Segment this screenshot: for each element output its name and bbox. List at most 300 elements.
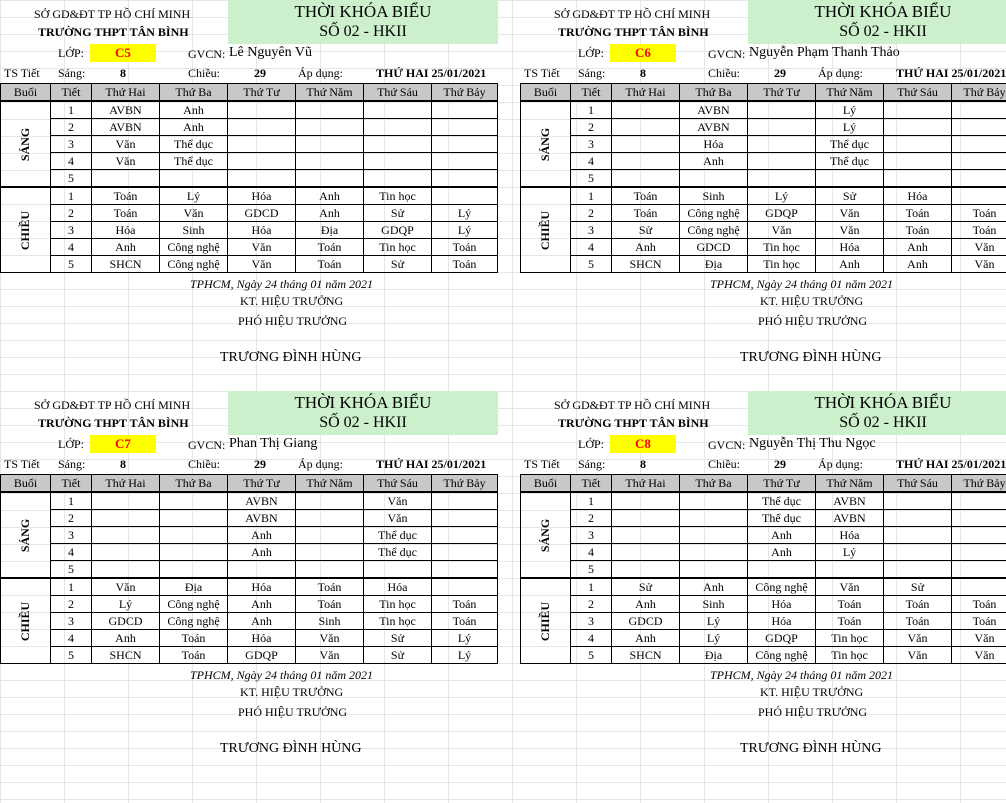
morning-count-value[interactable]: 8 — [640, 66, 646, 80]
subject-cell[interactable]: Hóa — [228, 222, 296, 239]
subject-cell[interactable]: Văn — [364, 492, 432, 510]
subject-cell[interactable]: AVBN — [92, 101, 160, 119]
period-number-cell[interactable]: 2 — [571, 596, 612, 613]
period-number-cell[interactable]: 2 — [51, 205, 92, 222]
subject-cell[interactable]: Lý — [92, 596, 160, 613]
subject-cell[interactable]: Toán — [432, 239, 498, 256]
subject-cell[interactable]: Lý — [816, 101, 884, 119]
subject-cell[interactable]: Văn — [296, 630, 364, 647]
subject-cell[interactable]: GDCD — [680, 239, 748, 256]
subject-cell[interactable] — [432, 119, 498, 136]
subject-cell[interactable] — [296, 492, 364, 510]
subject-cell[interactable]: Thể dục — [816, 136, 884, 153]
subject-cell[interactable]: Toán — [612, 205, 680, 222]
subject-cell[interactable]: Anh — [680, 578, 748, 596]
subject-cell[interactable] — [160, 561, 228, 579]
subject-cell[interactable] — [160, 170, 228, 188]
period-number-cell[interactable]: 1 — [51, 187, 92, 205]
subject-cell[interactable]: Lý — [816, 544, 884, 561]
period-number-cell[interactable]: 5 — [571, 170, 612, 188]
subject-cell[interactable]: Hóa — [680, 136, 748, 153]
afternoon-count-value[interactable]: 29 — [774, 66, 786, 80]
period-number-cell[interactable]: 4 — [51, 239, 92, 256]
subject-cell[interactable]: Toán — [432, 256, 498, 273]
subject-cell[interactable] — [612, 101, 680, 119]
subject-cell[interactable]: Lý — [748, 187, 816, 205]
subject-cell[interactable]: Anh — [612, 239, 680, 256]
subject-cell[interactable]: Địa — [296, 222, 364, 239]
subject-cell[interactable] — [884, 101, 952, 119]
subject-cell[interactable] — [884, 544, 952, 561]
subject-cell[interactable]: Anh — [748, 544, 816, 561]
apply-date-value[interactable]: THỨ HAI 25/01/2021 — [376, 457, 487, 471]
subject-cell[interactable]: Anh — [92, 630, 160, 647]
subject-cell[interactable] — [92, 527, 160, 544]
subject-cell[interactable] — [680, 492, 748, 510]
subject-cell[interactable]: SHCN — [612, 256, 680, 273]
period-number-cell[interactable]: 1 — [51, 578, 92, 596]
subject-cell[interactable] — [92, 561, 160, 579]
subject-cell[interactable]: Anh — [228, 544, 296, 561]
subject-cell[interactable] — [432, 578, 498, 596]
subject-cell[interactable] — [228, 101, 296, 119]
subject-cell[interactable] — [296, 153, 364, 170]
subject-cell[interactable]: Hóa — [228, 630, 296, 647]
subject-cell[interactable] — [884, 561, 952, 579]
subject-cell[interactable] — [296, 170, 364, 188]
subject-cell[interactable]: Văn — [952, 630, 1006, 647]
subject-cell[interactable]: AVBN — [228, 510, 296, 527]
subject-cell[interactable]: Thể dục — [816, 153, 884, 170]
subject-cell[interactable]: Sinh — [160, 222, 228, 239]
subject-cell[interactable] — [952, 119, 1006, 136]
subject-cell[interactable]: AVBN — [680, 101, 748, 119]
subject-cell[interactable] — [952, 510, 1006, 527]
subject-cell[interactable]: Anh — [680, 153, 748, 170]
subject-cell[interactable] — [364, 101, 432, 119]
subject-cell[interactable]: Sử — [364, 256, 432, 273]
period-number-cell[interactable]: 2 — [571, 119, 612, 136]
subject-cell[interactable]: Toán — [92, 187, 160, 205]
subject-cell[interactable] — [296, 119, 364, 136]
subject-cell[interactable] — [432, 170, 498, 188]
subject-cell[interactable]: Công nghệ — [748, 647, 816, 664]
subject-cell[interactable]: GDQP — [364, 222, 432, 239]
subject-cell[interactable] — [884, 153, 952, 170]
subject-cell[interactable]: Toán — [884, 596, 952, 613]
subject-cell[interactable]: Anh — [884, 256, 952, 273]
subject-cell[interactable] — [432, 527, 498, 544]
subject-cell[interactable] — [884, 510, 952, 527]
subject-cell[interactable]: Tin học — [748, 239, 816, 256]
period-number-cell[interactable]: 5 — [51, 647, 92, 664]
period-number-cell[interactable]: 2 — [571, 205, 612, 222]
subject-cell[interactable]: AVBN — [680, 119, 748, 136]
subject-cell[interactable]: SHCN — [612, 647, 680, 664]
subject-cell[interactable] — [952, 561, 1006, 579]
subject-cell[interactable] — [92, 510, 160, 527]
subject-cell[interactable] — [92, 492, 160, 510]
period-number-cell[interactable]: 4 — [571, 544, 612, 561]
subject-cell[interactable] — [432, 101, 498, 119]
subject-cell[interactable]: Anh — [296, 187, 364, 205]
subject-cell[interactable]: Sử — [612, 578, 680, 596]
subject-cell[interactable] — [748, 153, 816, 170]
subject-cell[interactable] — [952, 492, 1006, 510]
subject-cell[interactable] — [680, 527, 748, 544]
period-number-cell[interactable]: 1 — [51, 101, 92, 119]
subject-cell[interactable]: Lý — [680, 630, 748, 647]
subject-cell[interactable] — [952, 527, 1006, 544]
period-number-cell[interactable]: 5 — [51, 170, 92, 188]
subject-cell[interactable] — [952, 153, 1006, 170]
subject-cell[interactable]: Toán — [160, 647, 228, 664]
subject-cell[interactable]: Hóa — [364, 578, 432, 596]
subject-cell[interactable] — [296, 561, 364, 579]
subject-cell[interactable] — [680, 170, 748, 188]
subject-cell[interactable]: Sử — [364, 647, 432, 664]
subject-cell[interactable]: AVBN — [92, 119, 160, 136]
subject-cell[interactable] — [92, 544, 160, 561]
subject-cell[interactable]: Văn — [228, 239, 296, 256]
subject-cell[interactable]: Văn — [92, 153, 160, 170]
period-number-cell[interactable]: 1 — [571, 492, 612, 510]
subject-cell[interactable]: Hóa — [748, 596, 816, 613]
subject-cell[interactable]: Công nghệ — [160, 239, 228, 256]
period-number-cell[interactable]: 1 — [51, 492, 92, 510]
subject-cell[interactable] — [92, 170, 160, 188]
subject-cell[interactable]: Công nghệ — [680, 222, 748, 239]
subject-cell[interactable]: Công nghệ — [748, 578, 816, 596]
afternoon-count-value[interactable]: 29 — [254, 66, 266, 80]
period-number-cell[interactable]: 2 — [51, 119, 92, 136]
subject-cell[interactable]: Toán — [952, 596, 1006, 613]
class-name-cell[interactable]: C8 — [610, 435, 676, 453]
subject-cell[interactable]: Anh — [92, 239, 160, 256]
subject-cell[interactable]: Công nghệ — [160, 256, 228, 273]
subject-cell[interactable]: Toán — [296, 256, 364, 273]
subject-cell[interactable]: Thể dục — [748, 510, 816, 527]
subject-cell[interactable]: Lý — [432, 222, 498, 239]
subject-cell[interactable]: Hóa — [884, 187, 952, 205]
subject-cell[interactable] — [228, 561, 296, 579]
subject-cell[interactable] — [160, 544, 228, 561]
subject-cell[interactable]: Tin học — [816, 647, 884, 664]
subject-cell[interactable]: Hóa — [228, 187, 296, 205]
subject-cell[interactable]: Toán — [432, 613, 498, 630]
subject-cell[interactable] — [952, 578, 1006, 596]
subject-cell[interactable] — [228, 170, 296, 188]
subject-cell[interactable]: Địa — [680, 256, 748, 273]
subject-cell[interactable] — [612, 561, 680, 579]
subject-cell[interactable]: Toán — [296, 239, 364, 256]
period-number-cell[interactable]: 1 — [571, 187, 612, 205]
subject-cell[interactable]: Văn — [884, 630, 952, 647]
teacher-name[interactable]: Nguyễn Phạm Thanh Thảo — [749, 45, 900, 60]
subject-cell[interactable] — [816, 561, 884, 579]
subject-cell[interactable]: GDCD — [228, 205, 296, 222]
subject-cell[interactable]: Lý — [680, 613, 748, 630]
subject-cell[interactable] — [296, 101, 364, 119]
subject-cell[interactable]: Anh — [816, 256, 884, 273]
subject-cell[interactable] — [228, 153, 296, 170]
subject-cell[interactable]: Sử — [884, 578, 952, 596]
subject-cell[interactable]: Toán — [884, 613, 952, 630]
subject-cell[interactable]: SHCN — [92, 256, 160, 273]
subject-cell[interactable]: Thể dục — [160, 153, 228, 170]
subject-cell[interactable]: Anh — [296, 205, 364, 222]
subject-cell[interactable] — [748, 561, 816, 579]
subject-cell[interactable] — [296, 544, 364, 561]
subject-cell[interactable] — [952, 187, 1006, 205]
subject-cell[interactable] — [432, 544, 498, 561]
afternoon-count-value[interactable]: 29 — [774, 457, 786, 471]
subject-cell[interactable]: Thể dục — [160, 136, 228, 153]
subject-cell[interactable] — [884, 136, 952, 153]
apply-date-value[interactable]: THỨ HAI 25/01/2021 — [896, 457, 1006, 471]
apply-date-value[interactable]: THỨ HAI 25/01/2021 — [376, 66, 487, 80]
subject-cell[interactable] — [748, 119, 816, 136]
subject-cell[interactable] — [228, 136, 296, 153]
subject-cell[interactable] — [884, 170, 952, 188]
subject-cell[interactable]: Hóa — [228, 578, 296, 596]
subject-cell[interactable]: Công nghệ — [160, 613, 228, 630]
subject-cell[interactable]: Toán — [296, 578, 364, 596]
subject-cell[interactable]: Toán — [884, 222, 952, 239]
subject-cell[interactable]: Văn — [884, 647, 952, 664]
subject-cell[interactable]: GDQP — [748, 205, 816, 222]
period-number-cell[interactable]: 5 — [51, 561, 92, 579]
subject-cell[interactable]: Lý — [432, 630, 498, 647]
subject-cell[interactable]: Văn — [364, 510, 432, 527]
subject-cell[interactable]: GDQP — [748, 630, 816, 647]
teacher-name[interactable]: Nguyễn Thị Thu Ngọc — [749, 436, 876, 451]
subject-cell[interactable]: Anh — [160, 101, 228, 119]
subject-cell[interactable] — [296, 527, 364, 544]
subject-cell[interactable]: GDQP — [228, 647, 296, 664]
subject-cell[interactable] — [160, 527, 228, 544]
subject-cell[interactable]: Sử — [816, 187, 884, 205]
subject-cell[interactable]: Anh — [884, 239, 952, 256]
subject-cell[interactable]: AVBN — [816, 510, 884, 527]
subject-cell[interactable]: Thể dục — [748, 492, 816, 510]
period-number-cell[interactable]: 5 — [51, 256, 92, 273]
class-name-cell[interactable]: C7 — [90, 435, 156, 453]
subject-cell[interactable]: Sinh — [680, 187, 748, 205]
subject-cell[interactable] — [612, 492, 680, 510]
subject-cell[interactable] — [432, 187, 498, 205]
subject-cell[interactable]: Anh — [228, 596, 296, 613]
subject-cell[interactable] — [612, 153, 680, 170]
subject-cell[interactable]: Tin học — [364, 613, 432, 630]
subject-cell[interactable] — [680, 510, 748, 527]
subject-cell[interactable]: Toán — [92, 205, 160, 222]
subject-cell[interactable]: Hóa — [748, 613, 816, 630]
subject-cell[interactable] — [748, 170, 816, 188]
subject-cell[interactable] — [364, 153, 432, 170]
subject-cell[interactable] — [612, 119, 680, 136]
subject-cell[interactable] — [680, 544, 748, 561]
subject-cell[interactable]: Thể dục — [364, 544, 432, 561]
subject-cell[interactable] — [748, 136, 816, 153]
subject-cell[interactable]: Sinh — [296, 613, 364, 630]
subject-cell[interactable] — [364, 136, 432, 153]
subject-cell[interactable]: Văn — [296, 647, 364, 664]
subject-cell[interactable]: Toán — [612, 187, 680, 205]
subject-cell[interactable] — [952, 136, 1006, 153]
morning-count-value[interactable]: 8 — [120, 457, 126, 471]
subject-cell[interactable] — [816, 170, 884, 188]
subject-cell[interactable]: Toán — [816, 596, 884, 613]
period-number-cell[interactable]: 2 — [51, 510, 92, 527]
subject-cell[interactable] — [364, 561, 432, 579]
period-number-cell[interactable]: 3 — [51, 613, 92, 630]
subject-cell[interactable] — [952, 544, 1006, 561]
subject-cell[interactable]: Anh — [612, 596, 680, 613]
subject-cell[interactable] — [680, 561, 748, 579]
subject-cell[interactable]: Hóa — [816, 527, 884, 544]
subject-cell[interactable]: Sử — [612, 222, 680, 239]
subject-cell[interactable] — [432, 561, 498, 579]
subject-cell[interactable]: Anh — [612, 630, 680, 647]
period-number-cell[interactable]: 3 — [571, 613, 612, 630]
period-number-cell[interactable]: 3 — [51, 222, 92, 239]
subject-cell[interactable] — [612, 136, 680, 153]
subject-cell[interactable]: Thể dục — [364, 527, 432, 544]
subject-cell[interactable]: Anh — [228, 613, 296, 630]
subject-cell[interactable] — [952, 101, 1006, 119]
subject-cell[interactable] — [612, 510, 680, 527]
subject-cell[interactable]: Toán — [952, 613, 1006, 630]
subject-cell[interactable]: Toán — [432, 596, 498, 613]
subject-cell[interactable]: Toán — [160, 630, 228, 647]
subject-cell[interactable]: Anh — [748, 527, 816, 544]
subject-cell[interactable]: Tin học — [364, 187, 432, 205]
subject-cell[interactable] — [228, 119, 296, 136]
subject-cell[interactable] — [432, 510, 498, 527]
period-number-cell[interactable]: 5 — [571, 256, 612, 273]
subject-cell[interactable]: Lý — [432, 205, 498, 222]
subject-cell[interactable] — [884, 492, 952, 510]
subject-cell[interactable] — [612, 170, 680, 188]
subject-cell[interactable]: Văn — [228, 256, 296, 273]
subject-cell[interactable]: AVBN — [816, 492, 884, 510]
subject-cell[interactable]: Văn — [92, 578, 160, 596]
subject-cell[interactable] — [160, 492, 228, 510]
afternoon-count-value[interactable]: 29 — [254, 457, 266, 471]
subject-cell[interactable]: Toán — [816, 613, 884, 630]
subject-cell[interactable]: Sử — [364, 205, 432, 222]
subject-cell[interactable]: Địa — [160, 578, 228, 596]
subject-cell[interactable]: Toán — [952, 205, 1006, 222]
subject-cell[interactable] — [432, 492, 498, 510]
subject-cell[interactable] — [364, 119, 432, 136]
period-number-cell[interactable]: 4 — [571, 239, 612, 256]
subject-cell[interactable]: Văn — [952, 256, 1006, 273]
subject-cell[interactable]: Toán — [884, 205, 952, 222]
subject-cell[interactable] — [296, 510, 364, 527]
subject-cell[interactable]: Tin học — [364, 596, 432, 613]
subject-cell[interactable] — [612, 544, 680, 561]
subject-cell[interactable] — [364, 170, 432, 188]
subject-cell[interactable]: GDCD — [612, 613, 680, 630]
period-number-cell[interactable]: 3 — [51, 136, 92, 153]
subject-cell[interactable]: AVBN — [228, 492, 296, 510]
period-number-cell[interactable]: 3 — [571, 136, 612, 153]
subject-cell[interactable]: Anh — [160, 119, 228, 136]
subject-cell[interactable]: Hóa — [92, 222, 160, 239]
period-number-cell[interactable]: 5 — [571, 647, 612, 664]
period-number-cell[interactable]: 3 — [571, 222, 612, 239]
subject-cell[interactable]: Công nghệ — [680, 205, 748, 222]
subject-cell[interactable]: Văn — [92, 136, 160, 153]
period-number-cell[interactable]: 5 — [571, 561, 612, 579]
period-number-cell[interactable]: 4 — [571, 630, 612, 647]
subject-cell[interactable]: Hóa — [816, 239, 884, 256]
subject-cell[interactable]: Văn — [816, 578, 884, 596]
teacher-name[interactable]: Phan Thị Giang — [229, 436, 318, 451]
apply-date-value[interactable]: THỨ HAI 25/01/2021 — [896, 66, 1006, 80]
period-number-cell[interactable]: 4 — [51, 544, 92, 561]
subject-cell[interactable] — [612, 527, 680, 544]
subject-cell[interactable]: Lý — [160, 187, 228, 205]
subject-cell[interactable]: Toán — [952, 222, 1006, 239]
subject-cell[interactable] — [296, 136, 364, 153]
subject-cell[interactable]: Lý — [816, 119, 884, 136]
period-number-cell[interactable]: 2 — [571, 510, 612, 527]
subject-cell[interactable]: Công nghệ — [160, 596, 228, 613]
period-number-cell[interactable]: 1 — [571, 578, 612, 596]
subject-cell[interactable]: SHCN — [92, 647, 160, 664]
subject-cell[interactable]: Văn — [748, 222, 816, 239]
subject-cell[interactable]: Văn — [160, 205, 228, 222]
subject-cell[interactable]: Văn — [952, 239, 1006, 256]
period-number-cell[interactable]: 2 — [51, 596, 92, 613]
subject-cell[interactable]: Văn — [816, 205, 884, 222]
class-name-cell[interactable]: C5 — [90, 44, 156, 62]
morning-count-value[interactable]: 8 — [640, 457, 646, 471]
period-number-cell[interactable]: 3 — [571, 527, 612, 544]
subject-cell[interactable]: Anh — [228, 527, 296, 544]
period-number-cell[interactable]: 4 — [51, 153, 92, 170]
subject-cell[interactable]: Lý — [432, 647, 498, 664]
subject-cell[interactable]: Văn — [952, 647, 1006, 664]
period-number-cell[interactable]: 4 — [51, 630, 92, 647]
subject-cell[interactable]: Địa — [680, 647, 748, 664]
subject-cell[interactable]: Sử — [364, 630, 432, 647]
subject-cell[interactable]: Sinh — [680, 596, 748, 613]
morning-count-value[interactable]: 8 — [120, 66, 126, 80]
subject-cell[interactable] — [432, 153, 498, 170]
period-number-cell[interactable]: 4 — [571, 153, 612, 170]
subject-cell[interactable] — [748, 101, 816, 119]
subject-cell[interactable] — [952, 170, 1006, 188]
subject-cell[interactable]: GDCD — [92, 613, 160, 630]
subject-cell[interactable]: Văn — [816, 222, 884, 239]
period-number-cell[interactable]: 3 — [51, 527, 92, 544]
subject-cell[interactable] — [884, 119, 952, 136]
subject-cell[interactable]: Tin học — [748, 256, 816, 273]
period-number-cell[interactable]: 1 — [571, 101, 612, 119]
subject-cell[interactable]: Tin học — [816, 630, 884, 647]
teacher-name[interactable]: Lê Nguyên Vũ — [229, 45, 312, 60]
class-name-cell[interactable]: C6 — [610, 44, 676, 62]
subject-cell[interactable] — [884, 527, 952, 544]
subject-cell[interactable]: Toán — [296, 596, 364, 613]
subject-cell[interactable]: Tin học — [364, 239, 432, 256]
subject-cell[interactable] — [160, 510, 228, 527]
subject-cell[interactable] — [432, 136, 498, 153]
